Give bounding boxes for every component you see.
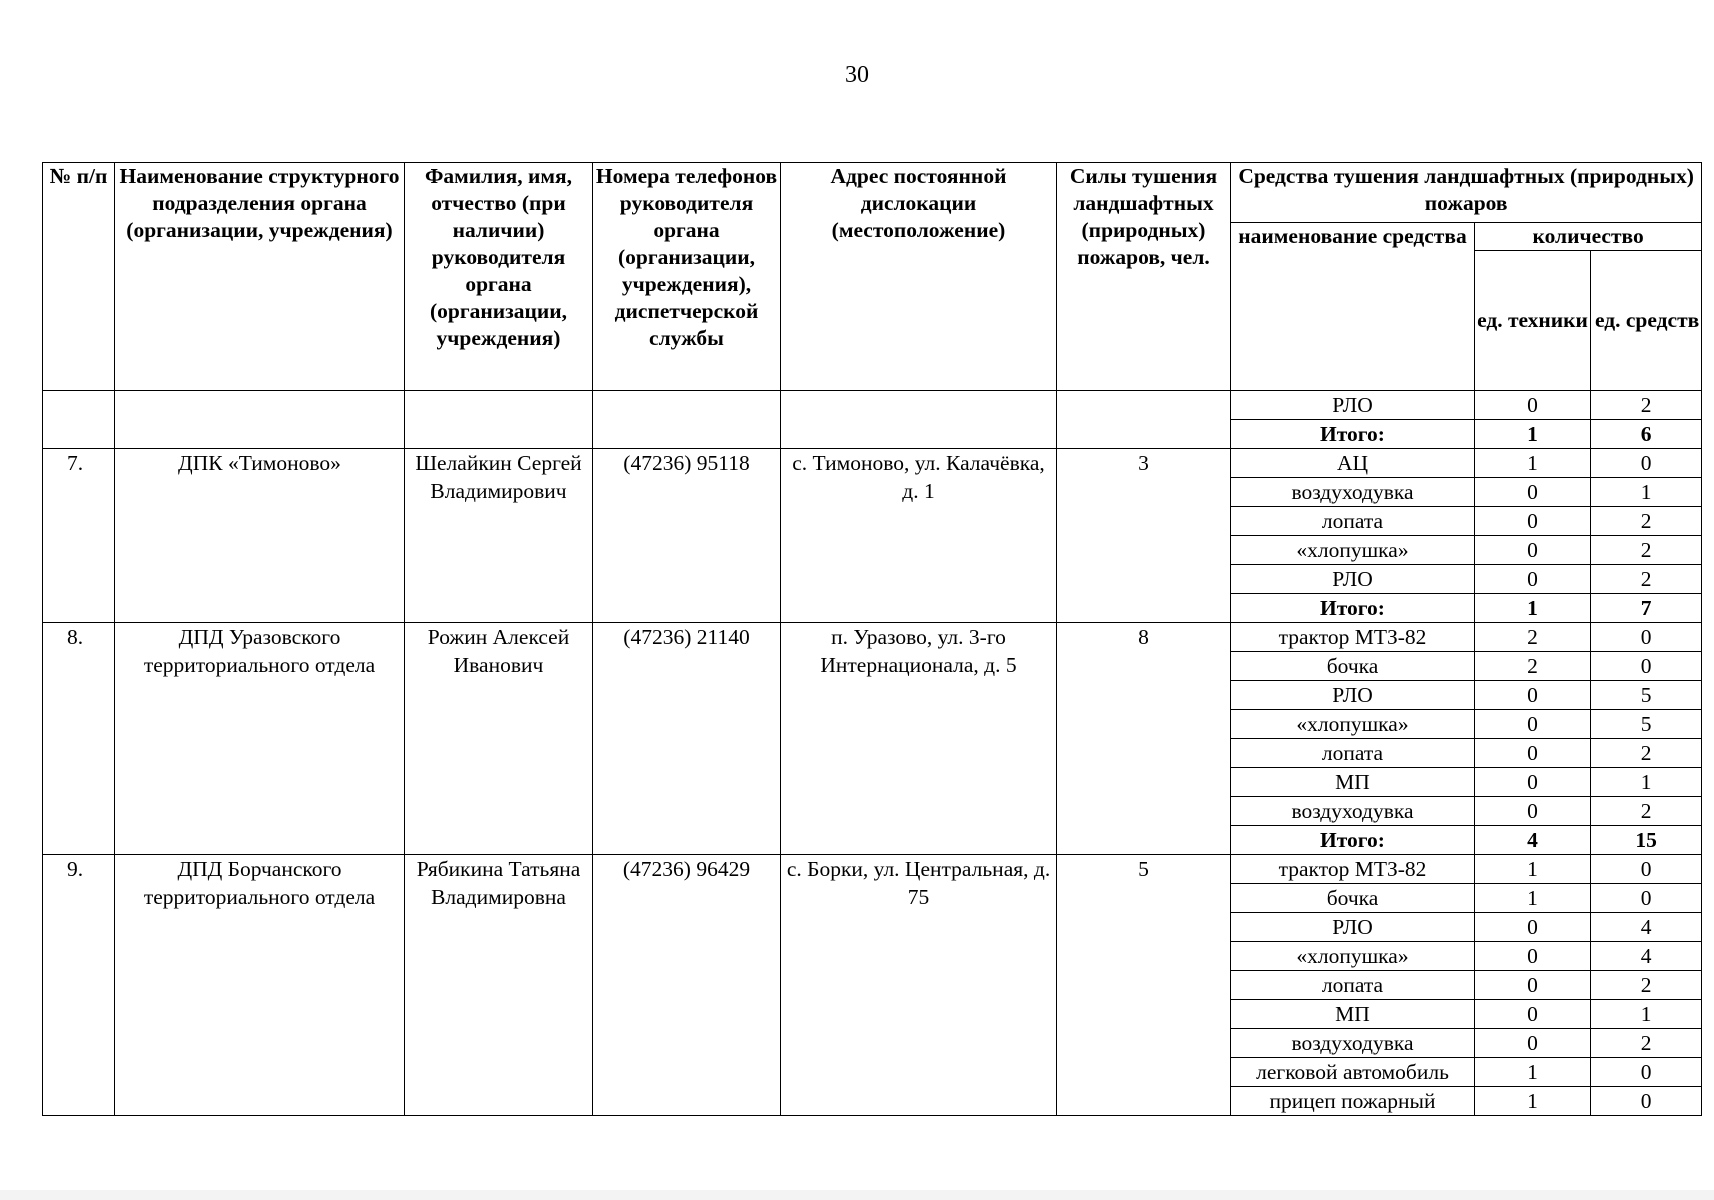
carry-name-cell <box>115 391 405 449</box>
table-row <box>43 855 1702 884</box>
units-means-cell: 0 <box>1591 1058 1702 1087</box>
units-tech-cell: 0 <box>1475 478 1591 507</box>
units-tech-cell: 0 <box>1475 913 1591 942</box>
unit-name: ДПД Борчанского территориального отдела <box>115 855 405 1116</box>
header-name: Наименование структурного подразделения органа (организации, учреждения) <box>115 163 405 391</box>
head-person: Рябикина Татьяна Владимировна <box>405 855 593 1116</box>
units-means-cell: 2 <box>1591 1029 1702 1058</box>
units-tech-cell: 0 <box>1475 507 1591 536</box>
means-name-cell: лопата <box>1231 507 1475 536</box>
means-name-cell: РЛО <box>1231 391 1475 420</box>
carry-forces-cell <box>1057 391 1231 449</box>
forces-count: 5 <box>1057 855 1231 1116</box>
units-tech-cell: 1 <box>1475 855 1591 884</box>
means-name-cell: воздуходувка <box>1231 1029 1475 1058</box>
means-name-cell: лопата <box>1231 971 1475 1000</box>
means-name-cell: трактор МТЗ-82 <box>1231 623 1475 652</box>
units-means-cell: 0 <box>1591 652 1702 681</box>
units-means-cell: 0 <box>1591 449 1702 478</box>
table-header <box>43 163 1702 391</box>
units-means-cell: 2 <box>1591 507 1702 536</box>
address: с. Тимоново, ул. Калачёвка, д. 1 <box>781 449 1057 623</box>
units-means-cell: 4 <box>1591 942 1702 971</box>
means-name-cell: воздуходувка <box>1231 478 1475 507</box>
head-person: Рожин Алексей Иванович <box>405 623 593 855</box>
units-means-cell: 6 <box>1591 420 1702 449</box>
header-num: № п/п <box>43 163 115 391</box>
means-name-cell: МП <box>1231 1000 1475 1029</box>
header-quantity: количество <box>1475 223 1702 251</box>
header-units-tech: ед. техники <box>1475 251 1591 391</box>
means-name-cell: «хлопушка» <box>1231 710 1475 739</box>
carry-address-cell <box>781 391 1057 449</box>
means-name-cell: легковой автомобиль <box>1231 1058 1475 1087</box>
table-body <box>43 391 1702 1116</box>
units-means-cell: 2 <box>1591 565 1702 594</box>
head-person: Шелайкин Сергей Владимирович <box>405 449 593 623</box>
means-name-cell: бочка <box>1231 884 1475 913</box>
units-means-cell: 2 <box>1591 971 1702 1000</box>
header-means: Средства тушения ландшафтных (природных) пожаров <box>1231 163 1702 223</box>
units-means-cell: 2 <box>1591 739 1702 768</box>
means-name-cell: Итого: <box>1231 594 1475 623</box>
units-means-cell: 2 <box>1591 391 1702 420</box>
units-tech-cell: 4 <box>1475 826 1591 855</box>
units-tech-cell: 0 <box>1475 681 1591 710</box>
means-name-cell: РЛО <box>1231 681 1475 710</box>
units-means-cell: 4 <box>1591 913 1702 942</box>
units-tech-cell: 1 <box>1475 449 1591 478</box>
means-name-cell: лопата <box>1231 739 1475 768</box>
units-means-cell: 0 <box>1591 623 1702 652</box>
units-tech-cell: 0 <box>1475 942 1591 971</box>
phone-number: (47236) 95118 <box>593 449 781 623</box>
means-name-cell: «хлопушка» <box>1231 942 1475 971</box>
units-tech-cell: 0 <box>1475 1029 1591 1058</box>
units-tech-cell: 0 <box>1475 768 1591 797</box>
row-number: 9. <box>43 855 115 1116</box>
header-person: Фамилия, имя, отчество (при наличии) руководителя органа (организации, учреждения) <box>405 163 593 391</box>
means-name-cell: РЛО <box>1231 565 1475 594</box>
units-tech-cell: 1 <box>1475 1087 1591 1116</box>
units-tech-cell: 0 <box>1475 1000 1591 1029</box>
units-tech-cell: 1 <box>1475 594 1591 623</box>
units-means-cell: 0 <box>1591 884 1702 913</box>
units-means-cell: 0 <box>1591 1087 1702 1116</box>
means-name-cell: бочка <box>1231 652 1475 681</box>
header-units-means: ед. средств <box>1591 251 1702 391</box>
units-means-cell: 7 <box>1591 594 1702 623</box>
phone-number: (47236) 21140 <box>593 623 781 855</box>
units-tech-cell: 2 <box>1475 623 1591 652</box>
units-tech-cell: 1 <box>1475 884 1591 913</box>
units-tech-cell: 1 <box>1475 1058 1591 1087</box>
units-means-cell: 2 <box>1591 536 1702 565</box>
row-number: 7. <box>43 449 115 623</box>
units-means-cell: 2 <box>1591 797 1702 826</box>
table-row <box>43 449 1702 478</box>
header-address: Адрес постоянной дислокации (местоположение) <box>781 163 1057 391</box>
phone-number: (47236) 96429 <box>593 855 781 1116</box>
units-means-cell: 1 <box>1591 768 1702 797</box>
means-name-cell: прицеп пожарный <box>1231 1087 1475 1116</box>
units-tech-cell: 0 <box>1475 739 1591 768</box>
forces-count: 3 <box>1057 449 1231 623</box>
address: п. Уразово, ул. 3-го Интернационала, д. 5 <box>781 623 1057 855</box>
table-row <box>43 623 1702 652</box>
units-tech-cell: 0 <box>1475 536 1591 565</box>
units-tech-cell: 0 <box>1475 797 1591 826</box>
units-tech-cell: 0 <box>1475 710 1591 739</box>
means-name-cell: МП <box>1231 768 1475 797</box>
means-name-cell: АЦ <box>1231 449 1475 478</box>
units-tech-cell: 1 <box>1475 420 1591 449</box>
carry-phone-cell <box>593 391 781 449</box>
unit-name: ДПД Уразовского территориального отдела <box>115 623 405 855</box>
table-row <box>43 391 1702 420</box>
header-means-name: наименование средства <box>1231 223 1475 391</box>
units-means-cell: 1 <box>1591 1000 1702 1029</box>
units-means-cell: 1 <box>1591 478 1702 507</box>
fire-means-table <box>42 162 1702 1116</box>
means-name-cell: трактор МТЗ-82 <box>1231 855 1475 884</box>
address: с. Борки, ул. Центральная, д. 75 <box>781 855 1057 1116</box>
units-tech-cell: 2 <box>1475 652 1591 681</box>
units-means-cell: 0 <box>1591 855 1702 884</box>
units-tech-cell: 0 <box>1475 565 1591 594</box>
units-means-cell: 5 <box>1591 710 1702 739</box>
row-number: 8. <box>43 623 115 855</box>
page-number: 30 <box>845 62 869 88</box>
unit-name: ДПК «Тимоново» <box>115 449 405 623</box>
means-name-cell: Итого: <box>1231 420 1475 449</box>
means-name-cell: РЛО <box>1231 913 1475 942</box>
header-phone: Номера телефонов руководителя органа (организации, учреждения), диспетчерской службы <box>593 163 781 391</box>
means-name-cell: Итого: <box>1231 826 1475 855</box>
units-tech-cell: 0 <box>1475 971 1591 1000</box>
scan-edge <box>0 1190 1714 1200</box>
forces-count: 8 <box>1057 623 1231 855</box>
units-means-cell: 5 <box>1591 681 1702 710</box>
units-tech-cell: 0 <box>1475 391 1591 420</box>
carry-person-cell <box>405 391 593 449</box>
means-name-cell: «хлопушка» <box>1231 536 1475 565</box>
units-means-cell: 15 <box>1591 826 1702 855</box>
carry-num-cell <box>43 391 115 449</box>
means-name-cell: воздуходувка <box>1231 797 1475 826</box>
header-forces: Силы тушения ландшафтных (природных) пожаров, чел. <box>1057 163 1231 391</box>
